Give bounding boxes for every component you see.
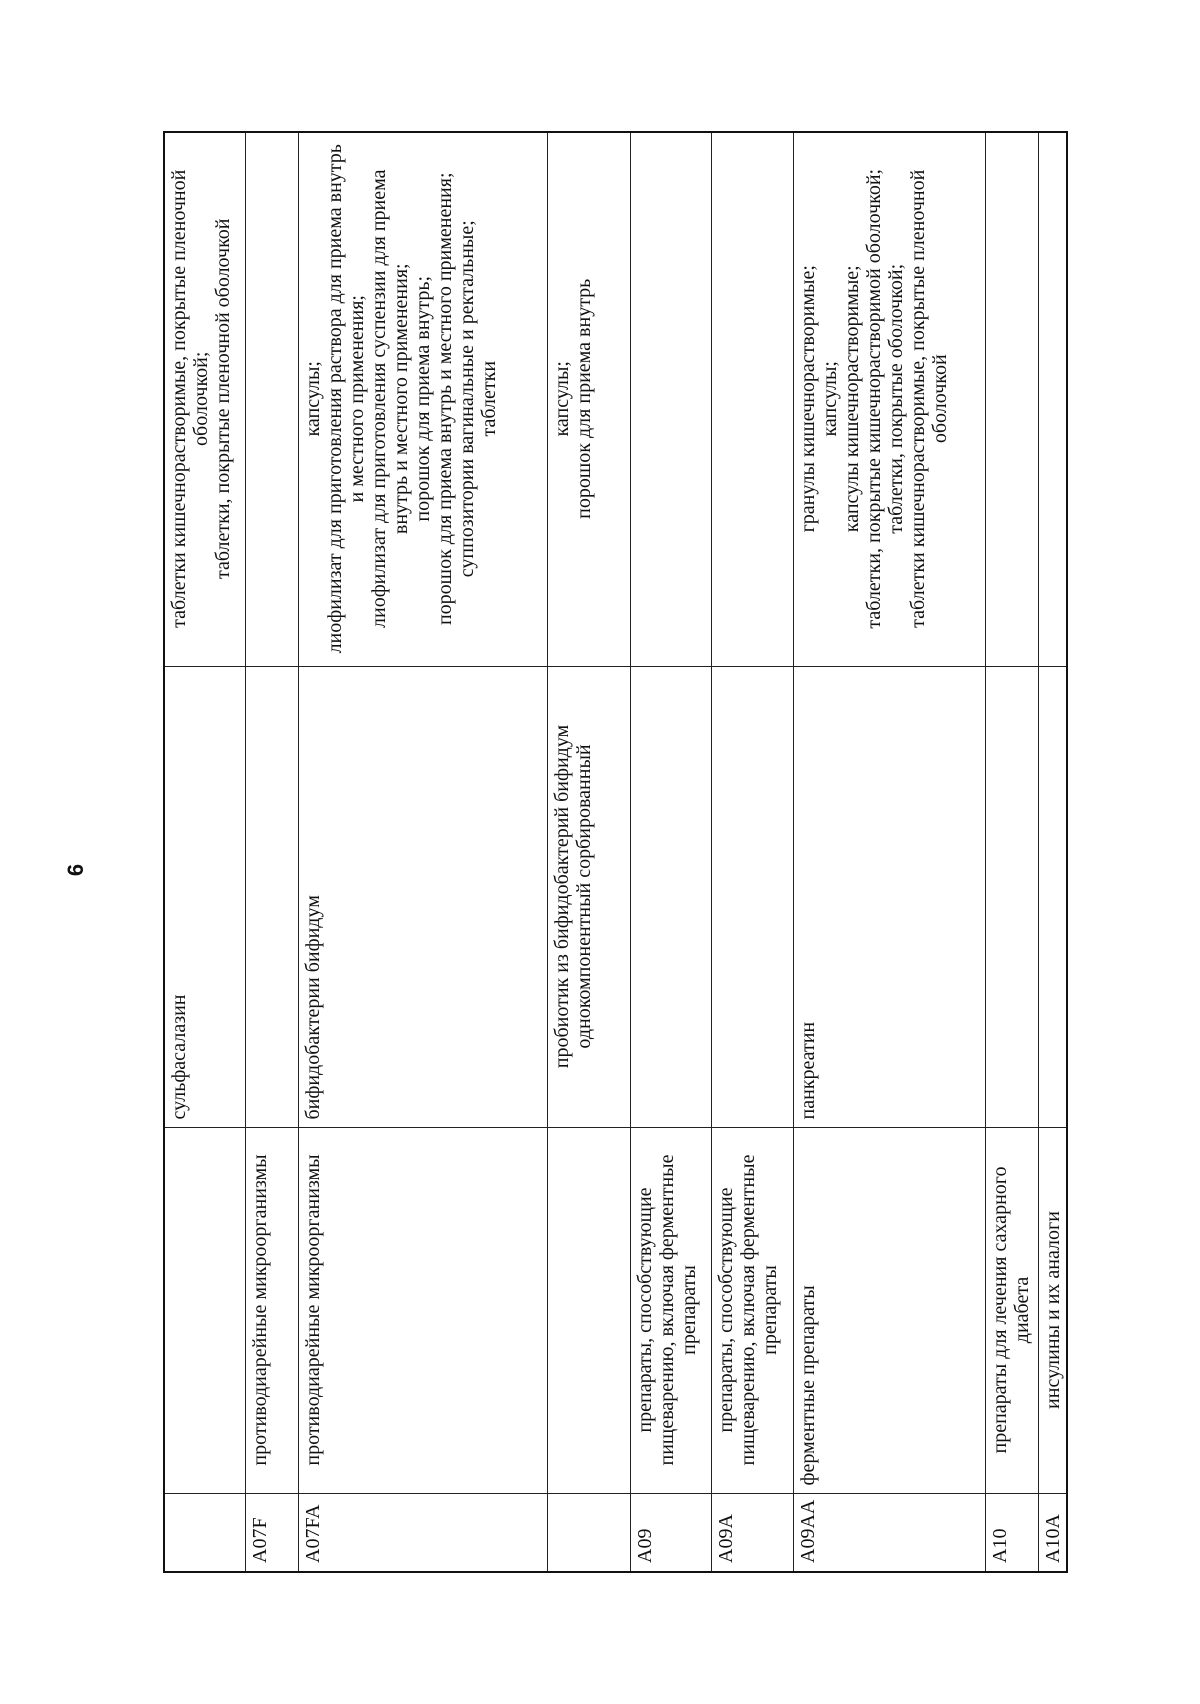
atc-code-cell: A07FA	[299, 1494, 548, 1572]
group-name-cell	[164, 1128, 246, 1494]
drug-name-cell: панкреатин	[793, 667, 986, 1128]
dosage-form-line: таблетки, покрытые пленочной оболочкой	[212, 218, 234, 580]
table-row	[547, 132, 630, 1572]
dosage-form-line: таблетки, покрытые кишечнорастворимой оболочкой;	[862, 168, 885, 629]
page-number: 6	[63, 863, 88, 877]
drug-name-cell: сульфасалазин	[164, 667, 246, 1128]
dosage-forms-cell	[246, 132, 299, 667]
atc-code-cell: A10A	[1039, 1494, 1067, 1572]
table-row	[1039, 132, 1067, 1572]
table-row	[164, 132, 246, 1572]
group-name-cell: ферментные препараты	[793, 1128, 986, 1494]
atc-code-cell	[547, 1494, 630, 1572]
dosage-forms-cell	[986, 132, 1039, 667]
table-row	[986, 132, 1039, 1572]
dosage-form-line: порошок для приема внутрь и местного применения;	[434, 172, 456, 626]
atc-code-cell: A10	[986, 1494, 1039, 1572]
dosage-form-line: лиофилизат для приготовления суспензии для приема внутрь и местного применения;	[368, 169, 412, 628]
dosage-forms-cell	[1039, 132, 1067, 667]
dosage-forms-cell	[299, 132, 548, 667]
drug-name-cell: бифидобактерии бифидум	[299, 667, 548, 1128]
drug-table-container	[163, 133, 1068, 1573]
table-row	[793, 132, 986, 1572]
atc-code-cell: A09AA	[793, 1494, 986, 1572]
dosage-forms-cell	[630, 132, 712, 667]
group-name-cell: препараты, способствующие пищеварению, включая ферментные препараты	[712, 1128, 794, 1494]
drug-name-cell	[246, 667, 299, 1128]
drug-name-cell	[986, 667, 1039, 1128]
table-row	[712, 132, 794, 1572]
table-row	[246, 132, 299, 1572]
dosage-form-line: лиофилизат для приготовления раствора для приема внутрь и местного применения;	[324, 144, 368, 654]
drug-name-cell	[712, 667, 794, 1128]
table-row	[630, 132, 712, 1572]
dosage-form-line: таблетки	[478, 360, 500, 437]
dosage-form-line: капсулы кишечнорастворимые;	[840, 265, 863, 533]
atc-code-cell: A07F	[246, 1494, 299, 1572]
group-name-cell: препараты для лечения сахарного диабета	[986, 1128, 1039, 1494]
dosage-form-line: таблетки кишечнорастворимые, покрытые пленочной оболочкой	[906, 169, 951, 628]
dosage-form-line: капсулы;	[818, 361, 841, 437]
group-name-cell: препараты, способствующие пищеварению, включая ферментные препараты	[630, 1128, 712, 1494]
drug-name-cell	[630, 667, 712, 1128]
drug-name-cell: пробиотик из бифидобактерий бифидум однокомпонентный сорбированный	[547, 667, 630, 1128]
group-name-cell: противодиарейные микроорганизмы	[246, 1128, 299, 1494]
dosage-forms-cell	[712, 132, 794, 667]
dosage-form-line: таблетки кишечнорастворимые, покрытые пленочной оболочкой;	[168, 169, 212, 628]
dosage-forms-cell	[793, 132, 986, 667]
dosage-form-line: порошок для приема внутрь	[572, 278, 595, 519]
drug-table	[163, 131, 1068, 1573]
dosage-form-line: таблетки, покрытые оболочкой;	[884, 263, 907, 534]
dosage-form-line: порошок для приема внутрь;	[412, 275, 434, 522]
drug-name-cell	[1039, 667, 1067, 1128]
atc-code-cell: A09A	[712, 1494, 794, 1572]
group-name-cell	[547, 1128, 630, 1494]
dosage-form-line: капсулы;	[302, 361, 324, 437]
dosage-forms-cell	[547, 132, 630, 667]
dosage-form-line: гранулы кишечнорастворимые;	[796, 265, 819, 533]
group-name-cell: противодиарейные микроорганизмы	[299, 1128, 548, 1494]
dosage-form-line: капсулы;	[550, 361, 573, 437]
table-row	[299, 132, 548, 1572]
group-name-cell: инсулины и их аналоги	[1039, 1128, 1067, 1494]
dosage-forms-cell	[164, 132, 246, 667]
drug-table-body	[164, 132, 1067, 1572]
atc-code-cell: A09	[630, 1494, 712, 1572]
atc-code-cell	[164, 1494, 246, 1572]
dosage-form-line: суппозитории вагинальные и ректальные;	[456, 220, 478, 578]
